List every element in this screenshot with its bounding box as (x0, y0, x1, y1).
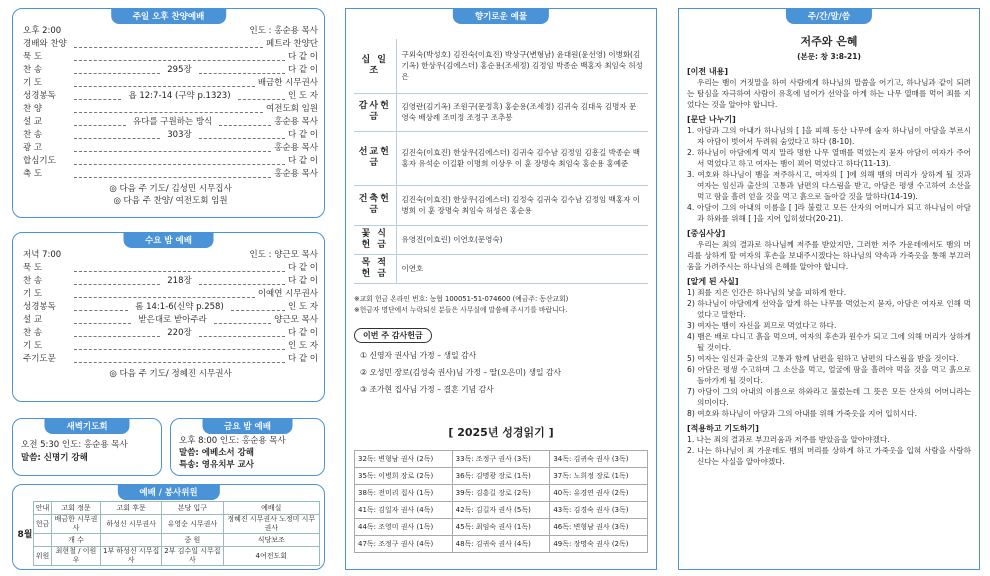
leader-dots (74, 146, 271, 152)
thanks-item: ② 오성민 장로(김성숙 권사)님 가정 – 딸(오은미) 생일 감사 (360, 367, 562, 377)
order-row (23, 38, 318, 51)
next-week-note: ◎ 다음 주 기도/ 김성민 시무집사 (109, 184, 232, 194)
reading-table (354, 450, 648, 553)
volunteer-month: 8월 (17, 530, 33, 540)
order-row (23, 288, 318, 301)
order-label: 설 교 (23, 117, 43, 127)
offering-row (354, 131, 648, 185)
order-person: 다 같 이 (287, 156, 318, 166)
reading-cell: 48독: 김귀숙 권사 (4독) (452, 535, 550, 552)
reading-cell: 47독: 조정구 권사 (4독) (355, 535, 453, 552)
order-label: 설 교 (23, 315, 43, 325)
leader-dots (214, 318, 271, 324)
leader-dots (74, 68, 160, 74)
volunteer-cell: 중 원 (162, 534, 223, 547)
reading-row (355, 484, 648, 501)
reading-cell: 36독: 김명광 장로 (1독) (452, 467, 550, 484)
study-list-item: 5) 여자는 임신과 출산의 고통과 함께 남편을 원하고 남편의 다스림을 받을 것이다. (687, 354, 959, 363)
sunday-time: 오후 2:00 (23, 26, 62, 36)
order-label: 찬 송 (23, 276, 43, 286)
dawn-prayer-title: 새벽기도회 (44, 418, 129, 434)
order-content: 받은대로 받아주라 (138, 315, 207, 325)
thisweek-title: 이번 주 감사헌금 (363, 330, 423, 340)
reading-cell: 34독: 김귀숙 권사 (3독) (550, 450, 648, 467)
paragraph-heading: [문단 나누기] (687, 115, 736, 124)
volunteer-box (12, 484, 325, 570)
next-week-note: ◎ 다음 주 기도/ 정혜진 시무권사 (109, 369, 232, 379)
leader-dots (74, 305, 128, 311)
volunteer-cell: 본당 입구 (162, 502, 223, 515)
reading-cell: 41독: 김일자 권사 (4독) (355, 501, 453, 518)
order-label: 성경봉독 (23, 302, 56, 312)
order-content: 유다를 구원하는 방식 (132, 117, 213, 127)
leader-dots (74, 120, 126, 126)
order-content: 218장 (167, 276, 192, 286)
leader-dots (74, 107, 263, 113)
volunteer-cell: 배금한 시무권사 (52, 515, 101, 534)
volunteer-cell: 하성신 시무권사 (100, 515, 161, 534)
leader-dots (199, 68, 285, 74)
study-panel (678, 8, 980, 570)
order-label: 광 고 (23, 143, 43, 153)
order-label: 찬 송 (23, 65, 43, 75)
reading-row (355, 450, 648, 467)
offering-names: 김진숙(이효진) 한상우(김에스더) 김귀숙 김수남 김정임 김흥길 박종순 백홍자 유석순 이길환 이명희 이상우 이 훈 장명숙 최임숙 홍순용 홍예준 (396, 131, 648, 185)
facts-list (687, 287, 971, 419)
reading-cell: 33독: 조정구 권사 (3독) (452, 450, 550, 467)
study-list-item: 3) 여자는 뱀이 자신을 꾀므로 먹었다고 하다. (687, 321, 837, 330)
volunteer-row (34, 502, 320, 515)
friday-special-song: 특송: 영유치부 교사 (179, 460, 255, 470)
order-row (23, 77, 318, 90)
leader-dots (199, 133, 285, 139)
leader-dots (74, 318, 131, 324)
volunteer-cell: 고회 후문 (100, 502, 161, 515)
study-header: 주/간/말/씀 (786, 8, 872, 24)
order-person: 이예연 시무권사 (257, 289, 318, 299)
worship-panel (12, 8, 325, 570)
volunteer-cell: 식당보조 (223, 534, 319, 547)
order-person: 페트라 찬양단 (266, 39, 318, 49)
leader-dots (74, 279, 160, 285)
offering-title: 향기로운 예물 (453, 8, 549, 24)
order-row (23, 90, 318, 103)
friday-service-title: 금요 밤 예배 (202, 418, 293, 434)
volunteer-cell: 2부 김수일 시무집사 (162, 547, 223, 566)
wednesday-time: 저녁 7:00 (23, 250, 62, 260)
order-person: 다 같 이 (287, 65, 318, 75)
study-list-item: 2. 나는 하나님이 죄 가운데도 뱀의 머리를 상하게 하고 가죽옷을 입혀 사람을 사랑하신다는 사실을 알아야겠다. (687, 446, 971, 466)
thanks-item: ③ 조가현 집사님 가정 – 결혼 기념 감사 (360, 384, 494, 394)
volunteer-table (33, 501, 320, 566)
reading-cell: 42독: 김길자 권사 (5독) (452, 501, 550, 518)
paragraph-list (687, 125, 971, 224)
leader-dots (219, 120, 271, 126)
leader-dots (74, 159, 285, 165)
order-row (23, 103, 318, 116)
order-person: 다 같 이 (287, 263, 318, 273)
order-label: 축 도 (23, 169, 43, 179)
offering-panel (345, 8, 657, 570)
order-label: 성경봉독 (23, 91, 56, 101)
order-row (23, 327, 318, 340)
order-row (23, 275, 318, 288)
leader-dots (74, 94, 121, 100)
order-person: 인 도 자 (287, 91, 318, 101)
order-row (23, 142, 318, 155)
order-row (23, 353, 318, 366)
volunteer-cell: 개 수 (52, 534, 101, 547)
sunday-order-list (23, 38, 318, 181)
order-content: 롬 14:1-6(신약 p.258) (135, 302, 224, 312)
account-note: ※교회 헌금 온라인 번호: 농협 100051-51-074600 (예금주: 동산교회) (354, 294, 569, 303)
study-list-item: 1. 아담과 그의 아내가 하나님의 [ ]을 피해 동산 나무에 숨자 하나님이 아담을 부르시자 아담이 벗어서 두려워 숨었다고 하다 (8-10). (687, 126, 971, 146)
reading-cell: 39독: 김흥길 장로 (2독) (452, 484, 550, 501)
volunteer-cell: 헌금 (34, 515, 52, 534)
order-row (23, 129, 318, 142)
reading-row (355, 518, 648, 535)
order-label: 경배와 찬양 (23, 39, 67, 49)
wednesday-header-row (23, 249, 318, 262)
order-label: 기 도 (23, 341, 43, 351)
leader-dots (74, 357, 285, 363)
leader-dots (74, 42, 263, 48)
offering-names: 김진숙(이효진) 한상우(김에스더) 김정숙 김귀숙 김수남 김정임 백홍자 이병희 이 훈 장명숙 최임숙 허성은 홍순용 (396, 185, 648, 225)
order-person: 다 같 이 (287, 276, 318, 286)
leader-dots (231, 305, 285, 311)
order-person: 다 같 이 (287, 130, 318, 140)
volunteer-row (34, 547, 320, 566)
offering-category: 꽃 식 헌 금 (354, 225, 396, 254)
order-row (23, 51, 318, 64)
offering-names: 구외숙(박성호) 김진숙(이효진) 박상구(변형남) 윤대원(윤선영) 이병화(김기옥) 한상우(김에스더) 홍순용(조세정) 김정임 박종순 백홍자 최임숙 허성은 (396, 39, 648, 93)
apply-list (687, 434, 971, 467)
wednesday-service-box (12, 232, 325, 402)
offering-row (354, 225, 648, 254)
sunday-header-row (23, 25, 318, 38)
volunteer-cell (34, 534, 52, 547)
thanks-item: ① 신영자 권사님 가정 – 생일 감사 (360, 350, 477, 360)
leader-dots (199, 279, 285, 285)
study-list-item: 2. 하나님이 아담에게 먹지 말라 명한 나무 열매를 먹었는지 묻자 아담이 여자가 주어서 먹었다고 하고 여자는 뱀이 꾀어 먹었다고 하다(11-13). (687, 148, 971, 168)
study-list-item: 4. 아담이 그의 아내의 이름을 [ ]라 불렀고 모든 산자의 어머니가 되고 하나님이 아담과 하와를 위해 [ ]을 지어 입히셨다(20-21). (687, 203, 971, 223)
next-week-note: ◎ 다음 주 찬양/ 여전도회 임원 (113, 196, 228, 206)
order-person: 홍순용 목사 (274, 169, 318, 179)
wednesday-order-list (23, 262, 318, 366)
friday-time-leader: 오후 8:00 인도: 홍순용 목사 (179, 436, 286, 446)
order-row (23, 64, 318, 77)
friday-service-box (170, 418, 325, 476)
study-title: 저주와 은혜 (800, 35, 858, 48)
order-row (23, 155, 318, 168)
facts-heading: [알게 된 사실] (687, 277, 739, 286)
sunday-leader: 인도 : 홍순용 목사 (249, 26, 318, 36)
leader-dots (74, 133, 160, 139)
offering-names: 유영진(이효린) 이연호(문영숙) (396, 225, 648, 254)
wednesday-leader: 인도 : 양근모 목사 (249, 250, 318, 260)
volunteer-title: 예배 / 봉사위원 (117, 484, 219, 500)
leader-dots (74, 266, 285, 272)
order-row (23, 314, 318, 327)
order-person: 배금한 시무권사 (257, 78, 318, 88)
reading-cell: 40독: 유경연 권사 (2독) (550, 484, 648, 501)
reading-cell: 38독: 전미리 집사 (1독) (355, 484, 453, 501)
reading-row (355, 501, 648, 518)
missing-name-note: ※헌금자 명단에서 누락되신 분들은 사무실에 말씀해 주시기를 바랍니다. (354, 305, 568, 314)
reading-cell: 37독: 노희정 장로 (1독) (550, 467, 648, 484)
leader-dots (238, 94, 285, 100)
study-list-item: 1) 죄를 지은 인간은 하나님의 낯을 피하게 한다. (687, 288, 847, 297)
order-person: 홍순용 목사 (274, 143, 318, 153)
study-list-item: 1. 나는 죄의 결과로 부끄러움과 저주를 받았음을 알아야겠다. (687, 435, 890, 444)
order-row (23, 168, 318, 181)
leader-dots (74, 331, 160, 337)
reading-cell: 46독: 변형남 권사 (3독) (550, 518, 648, 535)
sunday-service-title: 주일 오후 찬양예배 (111, 8, 227, 24)
volunteer-cell (100, 534, 161, 547)
sunday-notes (23, 183, 318, 207)
leader-dots (199, 331, 285, 337)
sunday-service-box (12, 8, 325, 218)
reading-title: [ 2025년 성경읽기 ] (448, 425, 554, 439)
order-content: 욥 12:7-14 (구약 p.1323) (128, 91, 231, 101)
apply-heading: [적용하고 기도하기] (687, 424, 759, 433)
order-person: 다 같 이 (287, 52, 318, 62)
order-label: 찬 송 (23, 130, 43, 140)
order-person: 다 같 이 (287, 354, 318, 364)
order-row (23, 301, 318, 314)
volunteer-cell: 1부 하성신 시무집사 (100, 547, 161, 566)
offering-table (354, 39, 648, 284)
reading-cell: 43독: 김경숙 권사 (3독) (550, 501, 648, 518)
order-label: 묵 도 (23, 52, 43, 62)
offering-row (354, 93, 648, 131)
volunteer-cell: 유영순 시무권사 (162, 515, 223, 534)
order-person: 인 도 자 (287, 341, 318, 351)
offering-category: 십 일 조 (354, 39, 396, 93)
study-list-item: 3. 여호와 하나님이 뱀을 저주하시고, 여자의 [ ]에 의해 뱀의 머리가 상하게 될 것과 여자는 임신과 출산의 고통과 남편의 다스림을 받고, 아담은 평생 수고하여 소산을 먹고 땀을 흘려 얻을 것을 먹고 흙으로 돌아갈 것을 말하다(14-19). (687, 170, 971, 201)
order-row (23, 262, 318, 275)
order-person: 홍순용 목사 (274, 117, 318, 127)
study-list-item: 2) 하나님이 아담에게 선악을 알게 하는 나무를 먹었는지 묻자, 아담은 여자로 인해 먹었다고 말한다. (687, 299, 971, 319)
order-person: 양근모 목사 (274, 315, 318, 325)
volunteer-cell: 정혜진 시무권사 노정미 시무권사 (223, 515, 319, 534)
offering-category: 목 적 헌 금 (354, 254, 396, 283)
offering-names: 김영란(김기옥) 조원구(문정혹) 홍순용(조세정) 김귀숙 김대욱 김명자 문영숙 배상례 조미정 조정구 조추봉 (396, 93, 648, 131)
volunteer-row (34, 534, 320, 547)
reading-cell: 44독: 조영미 권사 (1독) (355, 518, 453, 535)
volunteer-row (34, 515, 320, 534)
prev-content-text: 우리는 뱀이 거짓말을 하여 사람에게 하나님의 말씀을 어기고, 하나님과 같이 되려는 탐심을 자극하여 사람이 유혹에 넘어가 선악을 아게 하는 나무 열매를 먹어 죄를 지었다는 것을 알아야 합니다. (687, 78, 971, 109)
leader-dots (74, 172, 271, 178)
offering-names: 이연호 (396, 254, 648, 283)
thisweek-list (354, 347, 648, 398)
study-list-item: 7) 아담이 그의 아내의 이름으로 하와라고 불렀는데 그 뜻은 모든 산자의 어머니라는 의미이다. (687, 387, 971, 407)
study-list-item: 8) 여호와 하나님이 아담과 그의 아내를 위해 가죽옷을 지어 입히시다. (687, 409, 917, 418)
volunteer-cell: 예배실 (223, 502, 319, 515)
order-label: 기 도 (23, 78, 43, 88)
order-label: 합심기도 (23, 156, 56, 166)
order-content: 220장 (167, 328, 192, 338)
study-list-item: 6) 아담은 평생 수고하며 그 소산을 먹고, 얼굴에 땀을 흘려야 먹을 것을 먹고 흙으로 돌아가게 될 것이다. (687, 365, 971, 385)
dawn-sermon: 말씀: 신명기 강해 (21, 453, 88, 463)
order-person: 여전도회 임원 (266, 104, 318, 114)
central-idea-text: 우리는 죄의 결과로 하나님께 저주를 받았지만, 그러한 저주 가운데에서도 뱀의 머리를 상하게 할 여자의 후손을 보내주시겠다는 하나님의 약속과 가죽옷을 통해 부끄러움을 가려주시는 하나님의 은혜를 알아야 합니다. (687, 240, 971, 271)
friday-sermon: 말씀: 에베소서 강해 (179, 448, 255, 458)
order-label: 찬 송 (23, 328, 43, 338)
volunteer-cell: 위원 (34, 547, 52, 566)
offering-category: 선교헌금 (354, 131, 396, 185)
central-idea-heading: [중심사상] (687, 229, 726, 238)
leader-dots (74, 344, 285, 350)
offering-category: 감사헌금 (354, 93, 396, 131)
wednesday-notes (23, 368, 318, 380)
reading-row (355, 467, 648, 484)
offering-row (354, 254, 648, 283)
study-list-item: 4) 뱀은 배로 다니고 흙을 먹으며, 여자의 후손과 원수가 되고 그에 의해 머리가 상하게 될 것이다. (687, 332, 971, 352)
order-row (23, 340, 318, 353)
study-reference: (본문: 창 3:8-21) (797, 52, 861, 61)
leader-dots (74, 81, 255, 87)
reading-cell: 49독: 장명숙 권사 (2독) (550, 535, 648, 552)
order-label: 찬 양 (23, 104, 43, 114)
reading-cell: 32독: 변형남 권사 (2독) (355, 450, 453, 467)
order-person: 인 도 자 (287, 302, 318, 312)
offering-row (354, 185, 648, 225)
wednesday-service-title: 수요 밤 예배 (123, 232, 214, 248)
leader-dots (74, 292, 255, 298)
thisweek-title-pill (354, 328, 432, 343)
volunteer-cell: 고회 정문 (52, 502, 101, 515)
dawn-prayer-box (12, 418, 162, 476)
leader-dots (74, 55, 285, 61)
prev-content-heading: [이전 내용] (687, 67, 729, 76)
dawn-time-leader: 오전 5:30 인도: 홍순용 목사 (21, 440, 128, 450)
volunteer-cell: 최현철 / 이원우 (52, 547, 101, 566)
order-person: 다 같 이 (287, 328, 318, 338)
order-label: 주기도문 (23, 354, 56, 364)
order-content: 303장 (167, 130, 192, 140)
offering-row (354, 39, 648, 93)
order-label: 기 도 (23, 289, 43, 299)
reading-cell: 35독: 이병희 장로 (2독) (355, 467, 453, 484)
offering-category: 건축헌금 (354, 185, 396, 225)
order-label: 묵 도 (23, 263, 43, 273)
order-content: 295장 (167, 65, 192, 75)
order-row (23, 116, 318, 129)
reading-cell: 45독: 최임숙 권사 (1독) (452, 518, 550, 535)
volunteer-cell: 4여전도회 (223, 547, 319, 566)
volunteer-cell: 안내 (34, 502, 52, 515)
reading-row (355, 535, 648, 552)
